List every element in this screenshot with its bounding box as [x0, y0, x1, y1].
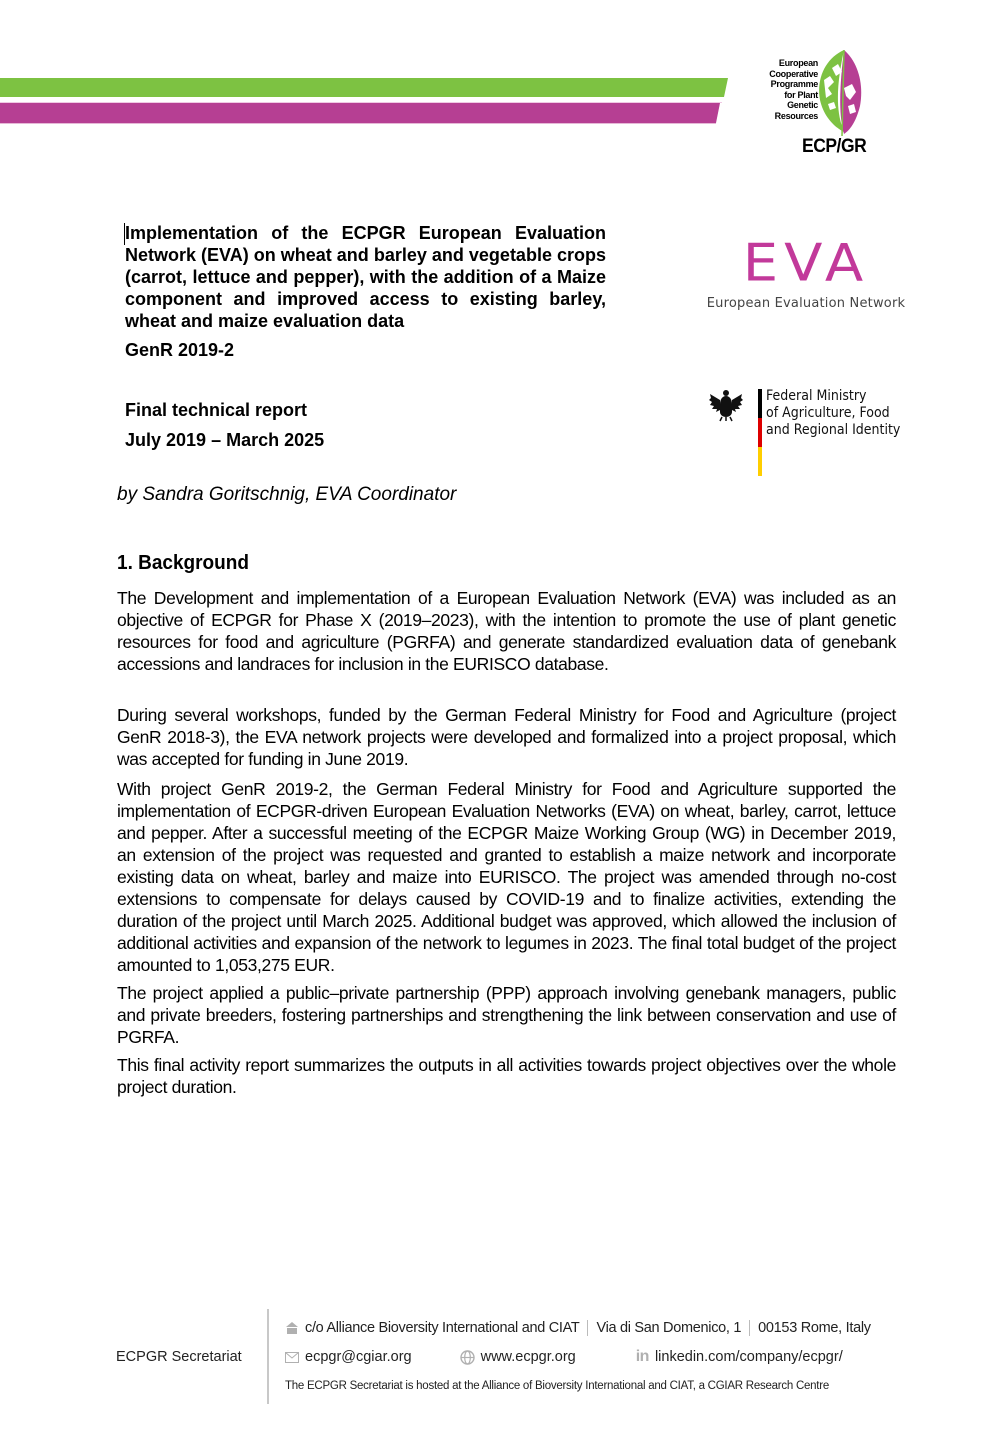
separator [749, 1320, 750, 1336]
address-city: 00153 Rome, Italy [758, 1320, 871, 1336]
german-flag-stripe [758, 389, 762, 476]
globe-icon [460, 1350, 475, 1365]
separator [587, 1320, 588, 1336]
footer-label: ECPGR Secretariat [116, 1349, 242, 1365]
footer-address [285, 1320, 871, 1336]
ecpgr-wordmark: ECP/GR [802, 136, 867, 157]
ministry-logo [708, 388, 908, 478]
ecpgr-logo-text [762, 58, 818, 121]
logo-line: Cooperative [769, 68, 818, 79]
ecpgr-logo [762, 44, 902, 162]
header-magenta-bar [0, 103, 720, 123]
europe-leaf-globe-icon [814, 48, 864, 138]
footer-note: The ECPGR Secretariat is hosted at the Alliance of Bioversity International and CIAT, a CGIAR Research Centre [285, 1380, 829, 1392]
ministry-line: Federal Ministry [766, 388, 867, 404]
logo-line: Resources [774, 110, 818, 121]
header-bar-shadow [0, 123, 716, 124]
logo-line: for Plant [784, 89, 818, 100]
paragraph: The project applied a public–private partnership (PPP) approach involving genebank managers, public and private breeders, fostering partnerships and strengthening the link between conservation and use of PGRFA. [117, 983, 896, 1047]
footer-linkedin-link[interactable]: linkedin.com/company/ecpgr/ [654, 1349, 843, 1365]
eva-subtitle: European Evaluation Network [706, 296, 906, 311]
footer-divider [267, 1309, 269, 1404]
footer-contacts [285, 1348, 843, 1366]
ministry-line: of Agriculture, Food [766, 405, 890, 421]
paragraph: The Development and implementation of a European Evaluation Network (EVA) was included as an objective of ECPGR for Phase X (2019–2023), with the intention to promote the use of plant genetic resources for food and agriculture (PGRFA) and generate standardized evaluation data of genebank accessions and landraces for inclusion in the EURISCO database. [117, 588, 896, 674]
footer-email-link[interactable]: ecpgr@cgiar.org [305, 1349, 412, 1365]
paragraph: During several workshops, funded by the German Federal Ministry for Food and Agriculture (project GenR 2018-3), the EVA network projects were developed and formalized into a project proposal, which was accepted for funding in June 2019. [117, 705, 896, 769]
logo-line: Programme [770, 79, 818, 89]
project-code: GenR 2019-2 [125, 340, 235, 360]
report-period: July 2019 – March 2025 [125, 430, 325, 450]
ministry-name [766, 388, 900, 439]
report-title: Implementation of the ECPGR European Evaluation Network (EVA) on wheat and barley and vegetable crops (carrot, lettuce and pepper), with the addition of a Maize component and improved access to existing barley, wheat and maize evaluation data [125, 223, 606, 331]
header-green-bar [0, 78, 728, 97]
home-icon [285, 1321, 299, 1335]
eva-logo [706, 233, 906, 316]
logo-line: European [778, 58, 818, 68]
section-heading: 1. Background [117, 552, 249, 574]
federal-eagle-icon [708, 388, 744, 422]
address-org: c/o Alliance Bioversity International and CIAT [305, 1320, 580, 1336]
footer-website-link[interactable]: www.ecpgr.org [480, 1349, 576, 1365]
paragraph: With project GenR 2019-2, the German Federal Ministry for Food and Agriculture supported the implementation of ECPGR-driven European Evaluation Networks (EVA) on wheat, barley, carrot, lettuce and pepper. After a successful meeting of the ECPGR Maize Working Group (WG) in December 2019, an extension of the project was requested and granted to establish a maize network and incorporate existing data on wheat, barley and maize into EURISCO. The project was amended through no-cost extensions to compensate for delays caused by COVID-19 and to finalize activities, extending the duration of the project until March 2025. Additional budget was approved, which allowed the inclusion of additional activities and expansion of the network to legumes in 2023. The final total budget of the project amounted to 1,053,275 EUR. [117, 779, 896, 975]
report-author: by Sandra Goritschnig, EVA Coordinator [117, 484, 457, 505]
mail-icon [285, 1352, 299, 1363]
logo-line: Genetic [787, 100, 818, 110]
linkedin-icon: in [635, 1348, 649, 1365]
address-street: Via di San Domenico, 1 [596, 1320, 742, 1336]
report-type: Final technical report [125, 400, 308, 420]
ministry-line: and Regional Identity [766, 422, 901, 438]
header-bar-divider [0, 102, 722, 103]
paragraph: This final activity report summarizes the outputs in all activities towards project objectives over the whole project duration. [117, 1055, 896, 1097]
eva-wordmark: EVA [742, 233, 870, 294]
